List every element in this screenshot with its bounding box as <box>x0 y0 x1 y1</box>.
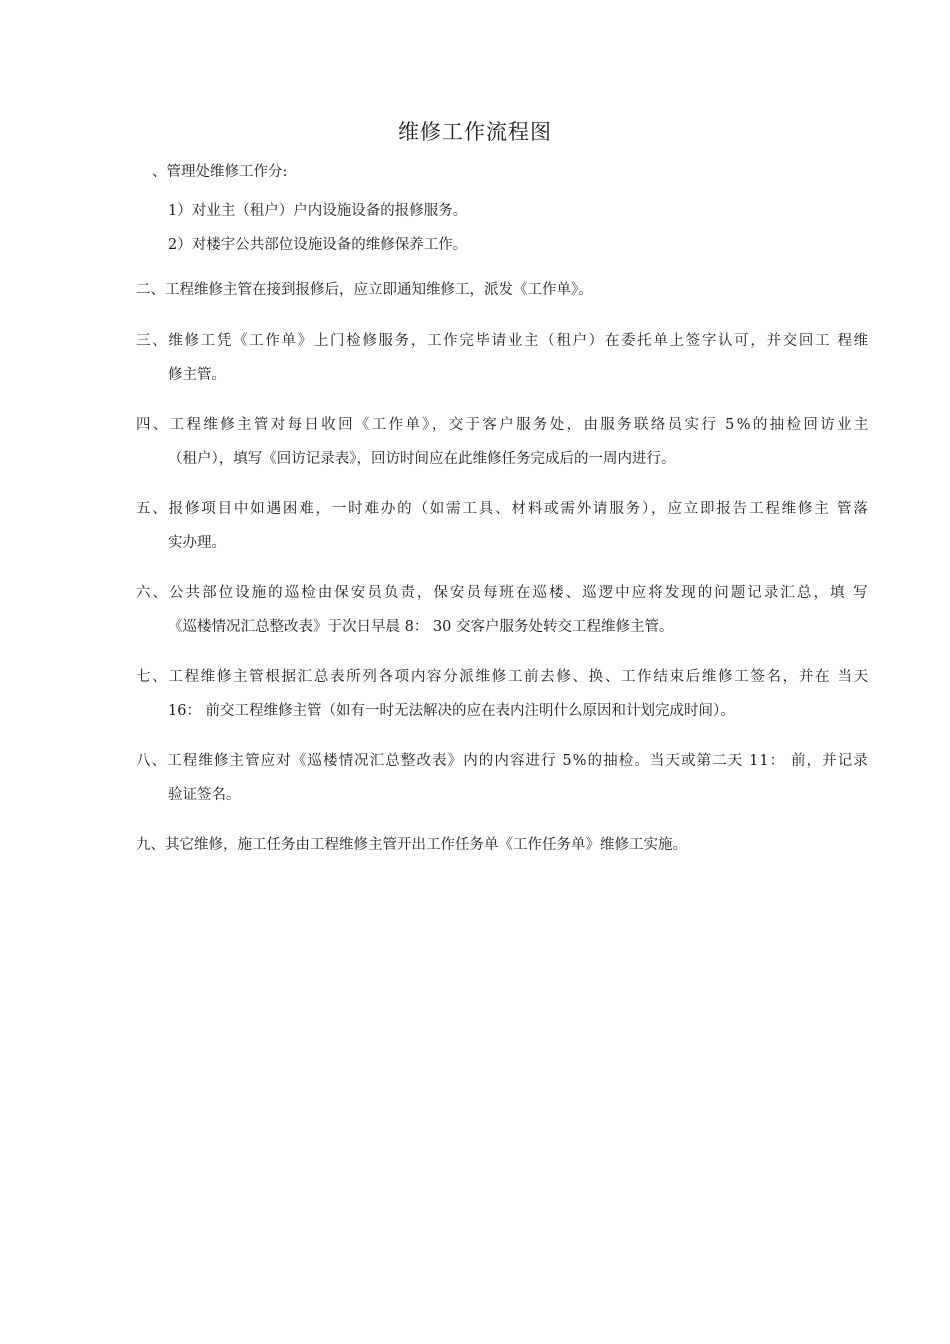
paragraph-9: 九、其它维修，施工任务由工程维修主管开出工作任务单《工作任务单》维修工实施。 <box>136 837 687 853</box>
paragraph-7-line-1: 七、工程维修主管根据汇总表所列各项内容分派维修工前去修、换、工作结束后维修工签名，并在 当天 <box>136 669 870 685</box>
paragraph-3-line-1: 三、维修工凭《工作单》上门检修服务，工作完毕请业主（租户）在委托单上签字认可，并交回工 程维 <box>136 333 870 349</box>
intro-heading: 、管理处维修工作分: <box>152 164 288 180</box>
intro-item-2: 2）对楼宇公共部位设施设备的维修保养工作。 <box>168 237 468 253</box>
paragraph-7-line-2: 16： 前交工程维修主管（如有一时无法解决的应在表内注明什么原因和计划完成时间）。 <box>168 703 735 719</box>
paragraph-6-line-1: 六、公共部位设施的巡检由保安员负责，保安员每班在巡楼、巡逻中应将发现的问题记录汇总，填 写 <box>136 585 870 601</box>
paragraph-4-line-2: （租户），填写《回访记录表》，回访时间应在此维修任务完成后的一周内进行。 <box>168 451 676 467</box>
paragraph-5-line-1: 五、报修项目中如遇困难，一时难办的（如需工具、材料或需外请服务），应立即报告工程维修主 管落 <box>136 501 870 517</box>
paragraph-3-line-2: 修主管。 <box>168 367 226 383</box>
paragraph-5-line-2: 实办理。 <box>168 535 226 551</box>
paragraph-4-line-1: 四、工程维修主管对每日收回《工作单》，交于客户服务处，由服务联络员实行 5%的抽检回访业主 <box>136 417 871 433</box>
paragraph-8-line-1: 八、工程维修主管应对《巡楼情况汇总整改表》内的内容进行 5%的抽检。当天或第二天 11： 前，并记录 <box>136 753 869 769</box>
paragraph-6-line-2: 《巡楼情况汇总整改表》于次日早晨 8： 30 交客户服务处转交工程维修主管。 <box>168 619 674 635</box>
paragraph-2: 二、工程维修主管在接到报修后，应立即通知维修工，派发《工作单》。 <box>136 282 593 298</box>
intro-item-1: 1）对业主（租户）户内设施设备的报修服务。 <box>168 203 468 219</box>
paragraph-8-line-2: 验证签名。 <box>168 787 241 803</box>
document-title: 维修工作流程图 <box>398 120 552 144</box>
